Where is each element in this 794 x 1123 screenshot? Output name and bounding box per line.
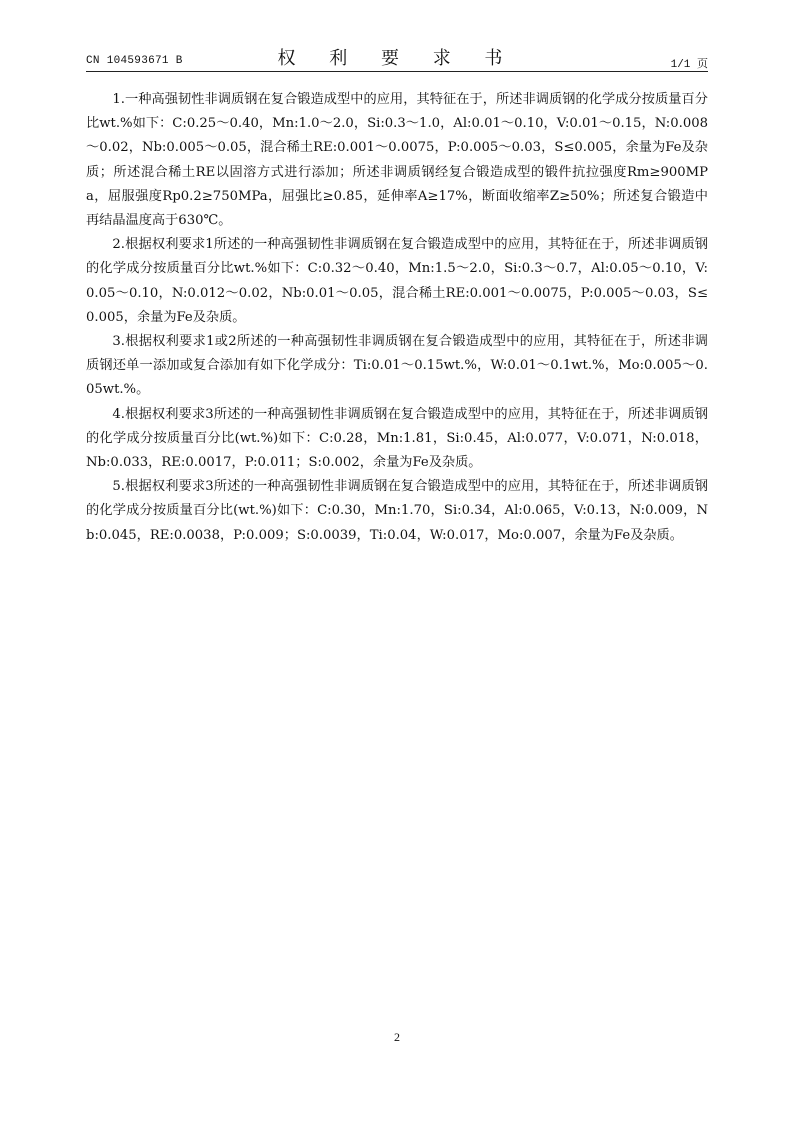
claim-5: 5.根据权利要求3所述的一种高强韧性非调质钢在复合锻造成型中的应用，其特征在于，所述非调质钢的化学成分按质量百分比(wt.%)如下：C:0.30，Mn:1.70，Si:0.34，Al:0.065，V:0.13，N:0.009，Nb:0.045，RE:0.0038，P:0.009；S:0.0039，Ti:0.04，W:0.017，Mo:0.007，余量为Fe及杂质。 — [86, 479, 708, 543]
publication-number: CN 104593671 B — [86, 55, 183, 67]
claim-2: 2.根据权利要求1所述的一种高强韧性非调质钢在复合锻造成型中的应用，其特征在于，所述非调质钢的化学成分按质量百分比wt.%如下：C:0.32～0.40，Mn:1.5～2.0，Si:0.3～0.7，Al:0.05～0.10，V:0.05～0.10，N:0.012～0.02，Nb:0.01～0.05，混合稀土RE:0.001～0.0075，P:0.005～0.03，S≤0.005，余量为Fe及杂质。 — [86, 237, 708, 325]
document-title: 权 利 要 求 书 — [277, 48, 517, 69]
page-number: 2 — [394, 1030, 400, 1044]
header-rule — [86, 71, 708, 72]
claim-4: 4.根据权利要求3所述的一种高强韧性非调质钢在复合锻造成型中的应用，其特征在于，所述非调质钢的化学成分按质量百分比(wt.%)如下：C:0.28，Mn:1.81，Si:0.45，Al:0.077，V:0.071，N:0.018，Nb:0.033，RE:0.0017，P:0.011；S:0.002，余量为Fe及杂质。 — [86, 406, 708, 471]
claim-1: 1.一种高强韧性非调质钢在复合锻造成型中的应用，其特征在于，所述非调质钢的化学成分按质量百分比wt.%如下：C:0.25～0.40，Mn:1.0～2.0，Si:0.3～1.0，Al:0.01～0.10，V:0.01～0.15，N:0.008～0.02，Nb:0.005～0.05，混合稀土RE:0.001～0.0075，P:0.005～0.03，S≤0.005，余量为Fe及杂质；所述混合稀土RE以固溶方式进行添加；所述非调质钢经复合锻造成型的锻件抗拉强度Rm≥900MPa，屈服强度Rp0.2≥750MPa，屈强比≥0.85，延伸率A≥17%，断面收缩率Z≥50%；所述复合锻造中再结晶温度高于630℃。 — [86, 92, 708, 229]
page-header — [86, 44, 708, 78]
claim-3: 3.根据权利要求1或2所述的一种高强韧性非调质钢在复合锻造成型中的应用，其特征在于，所述非调质钢还单一添加或复合添加有如下化学成分：Ti:0.01～0.15wt.%，W:0.01～0.1wt.%，Mo:0.005～0.05wt.%。 — [86, 334, 708, 398]
page-info: 1/1 页 — [670, 59, 708, 71]
claims-body — [86, 88, 708, 548]
